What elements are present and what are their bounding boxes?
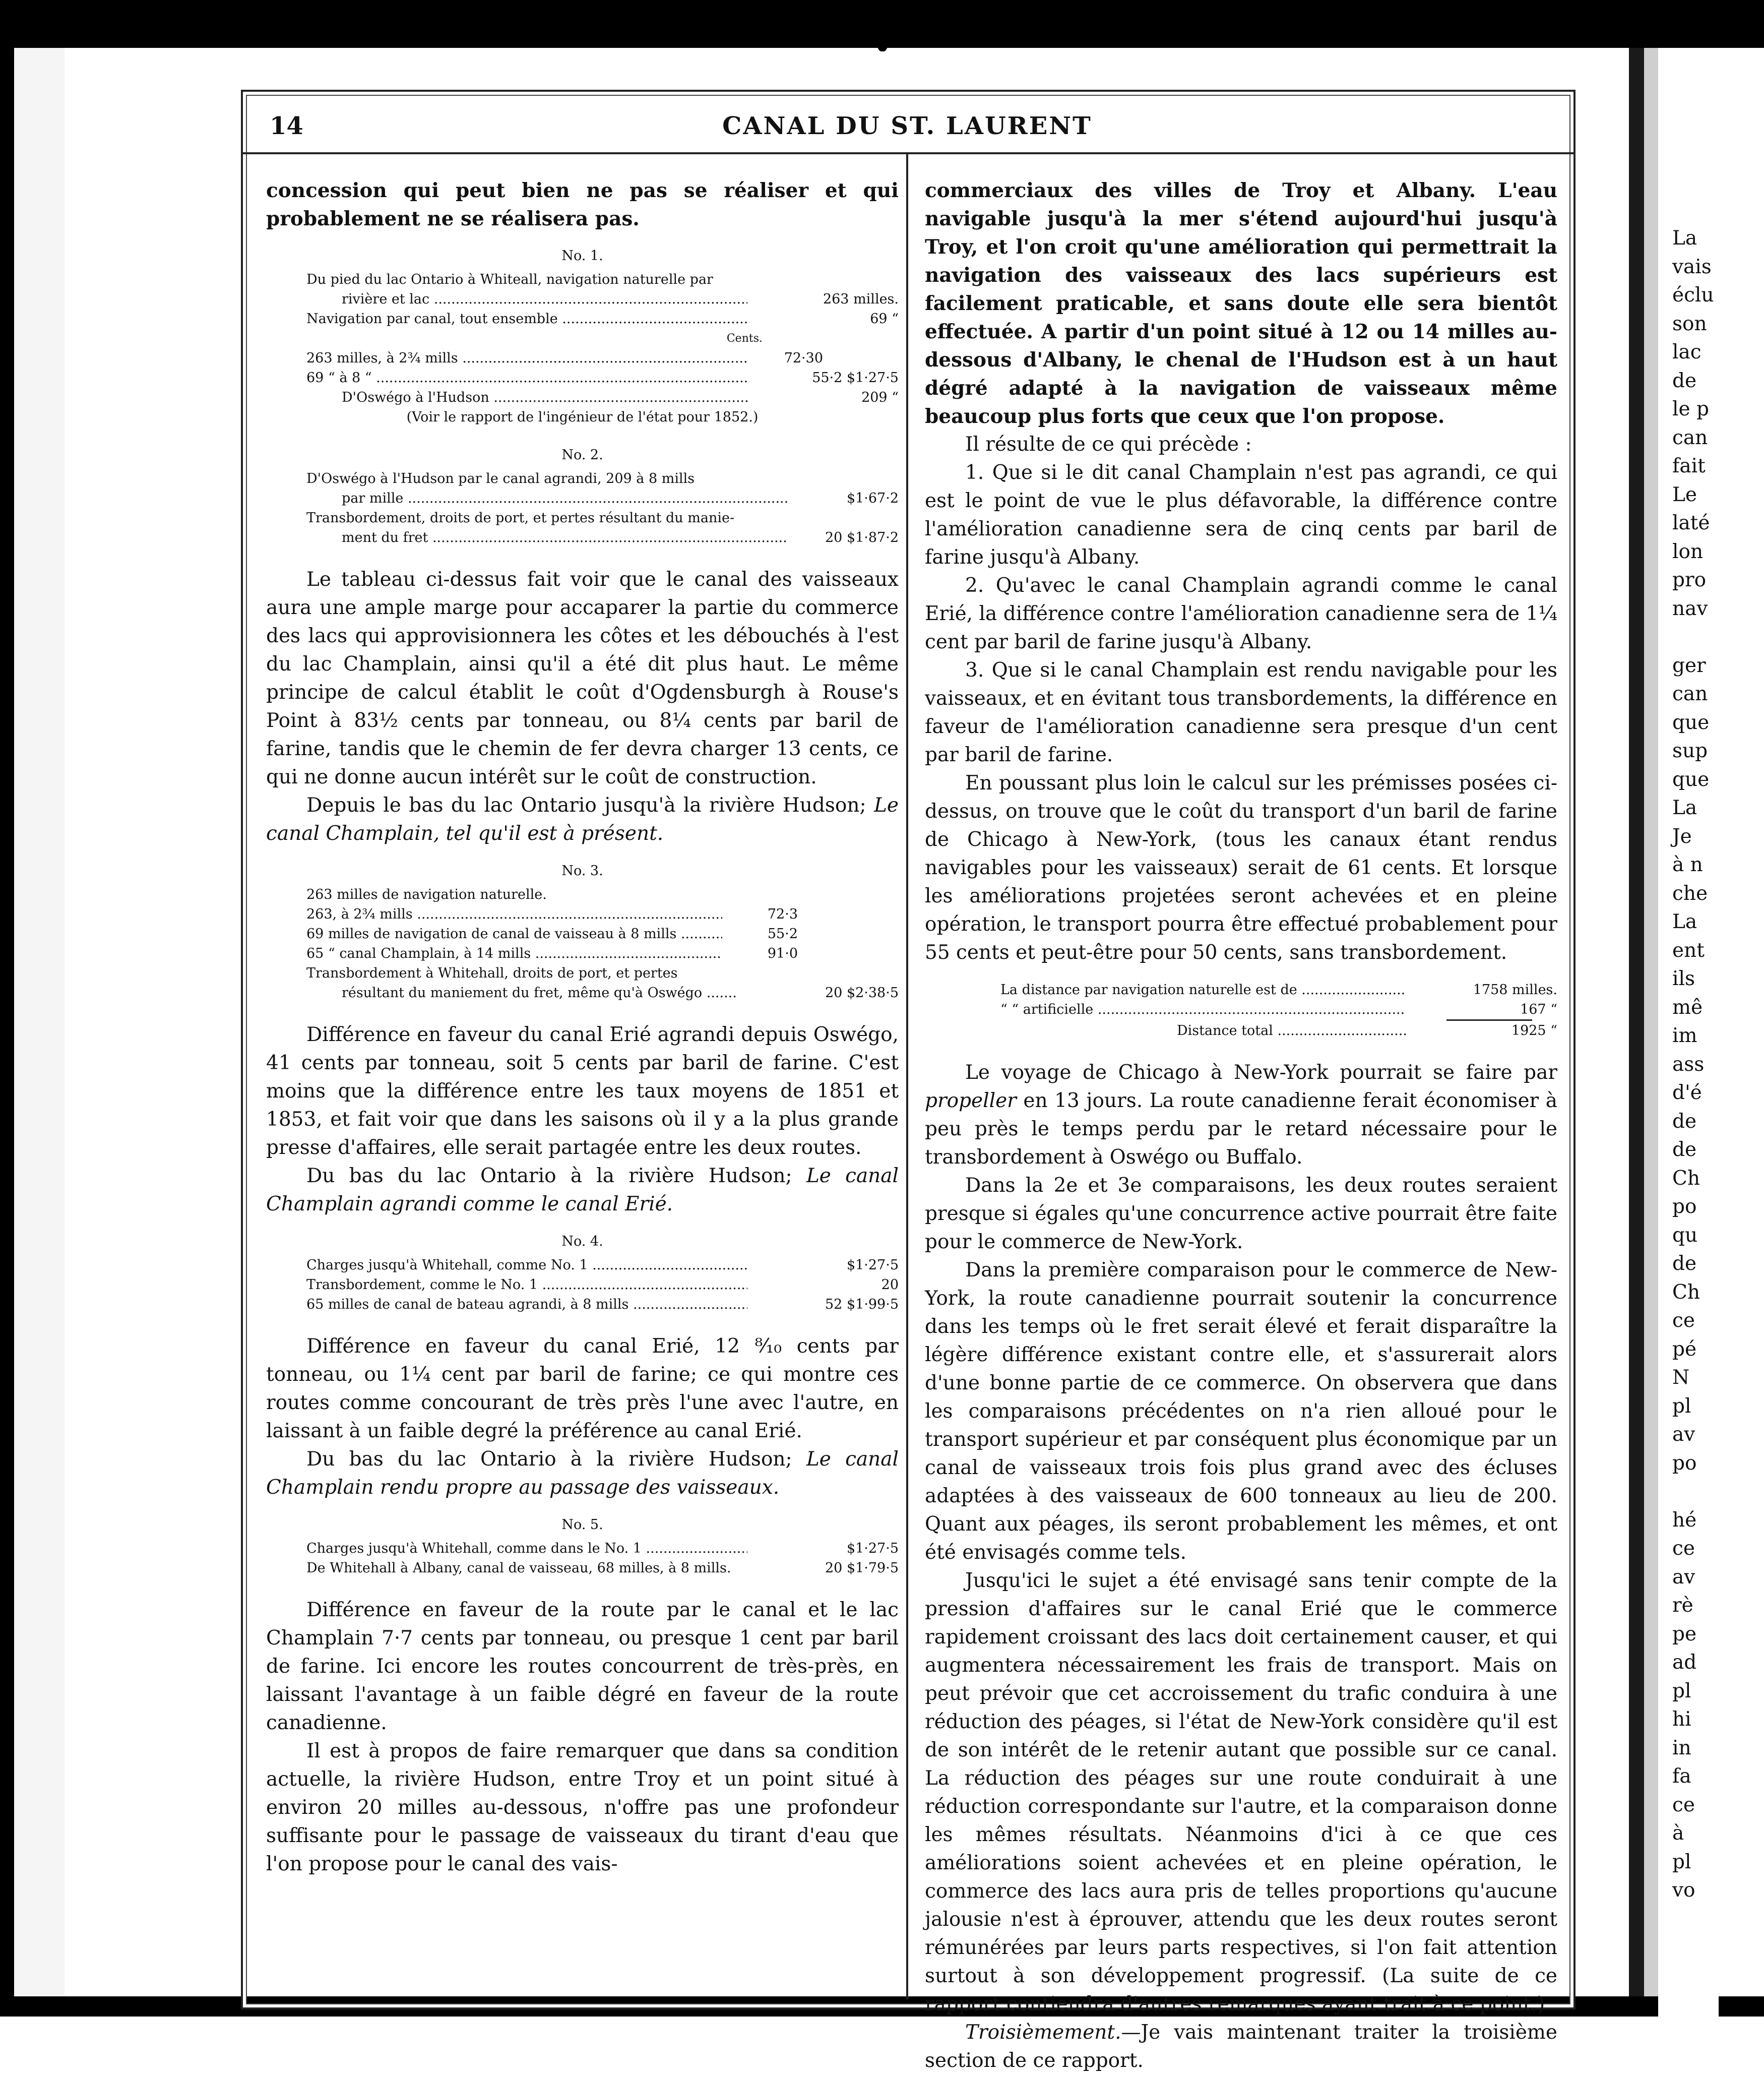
table-row: Transbordement à Whitehall, droits de port, et pertes [306, 965, 678, 981]
fragment-line: lac [1672, 341, 1702, 363]
fragment-line: Ch [1672, 1167, 1700, 1190]
fragment-line: de [1672, 369, 1697, 392]
fragment-line: La [1672, 227, 1697, 250]
fragment-line: vo [1672, 1879, 1695, 1902]
paragraph: Le voyage de Chicago à New-York pourrait se faire par propeller en 13 jours. La route canadienne ferait économiser à peu près le temps perdu par le retard nécessaire pour le transbordement à Oswégo ou Buffalo. [925, 1061, 1557, 1169]
fragment-line: pe [1672, 1622, 1697, 1645]
fragment-line: vais [1672, 255, 1712, 278]
table-row: De Whitehall à Albany, canal de vaisseau, 68 milles, à 8 mills. 20 $1·79·5 [306, 1560, 899, 1576]
page-gutter [1629, 48, 1644, 2017]
fragment-line: Je [1672, 825, 1692, 848]
fragment-line: hi [1672, 1708, 1691, 1731]
paragraph: Différence en faveur de la route par le canal et le lac Champlain 7·7 cents par tonneau, ou presque 1 cent par baril de farine. Ici encore les routes concourrent de très-près, en laissant l'avantage à un faible dégré en faveur de la route canadienne. [266, 1599, 899, 1734]
fragment-line: rè [1672, 1594, 1693, 1617]
paragraph: Troisièmement.—Je vais maintenant traiter la troisième section de ce rapport. [925, 2021, 1557, 2072]
running-title: CANAL DU ST. LAURENT [722, 112, 1092, 140]
fragment-line: av [1672, 1423, 1695, 1446]
table-row: D'Oswégo à l'Hudson par le canal agrandi, 209 à 8 mills [306, 471, 695, 486]
fragment-line: mê [1672, 996, 1703, 1019]
fragment-line: ad [1672, 1651, 1697, 1674]
fragment-line: che [1672, 882, 1708, 905]
paragraph: concession qui peut bien ne pas se réaliser et qui probablement ne se réalisera pas. [266, 179, 899, 230]
paragraph: Du bas du lac Ontario à la rivière Hudson; Le canal Champlain agrandi comme le canal Erié. [266, 1165, 899, 1215]
table-row: 263, à 2¾ mills ..... 72·3 [266, 904, 899, 924]
fragment-line: fait [1672, 455, 1706, 477]
fragment-line: pl [1672, 1394, 1691, 1418]
table-title: No. 1. [561, 248, 603, 264]
fragment-line: La [1672, 797, 1697, 819]
paragraph: 1. Que si le dit canal Champlain n'est pas agrandi, ce qui est le point de vue le plus défavorable, la différence contre l'amélioration canadienne sera de cinq cents par baril de farine jusqu'à Albany. [925, 461, 1557, 569]
paragraph: Jusqu'ici le sujet a été envisagé sans tenir compte de la pression d'affaires sur le canal Erié que le commerce rapidement croissant des lacs doit certainement causer, et qui augmentera nécessairement les frais de transport. Mais on peut prévoir que cet accroissement du trafic conduira à une réduction des péages, si l'état de New-York considère qu'il est de son intérêt de le retenir autant que possible sur ce canal. La réduction des péages sur une route conduirait à une réduction correspondante sur l'autre, et la comparaison donne les mêmes résultats. Néanmoins d'ici à ce que ces améliorations soient achevées et en pleine opération, le commerce des lacs aura pris de telles proportions qu'aucune jalousie n'est à éprouver, attendu que les deux routes seront rémunérées par leurs parts respectives, si l'on fait attention surtout à son développement progressif. (La suite de ce rapport contiendra d'autres remarques ayant trait à ce point.) [925, 1569, 1557, 2016]
fragment-line: ass [1672, 1053, 1705, 1076]
table-row: “ “ artificielle ..... 167 “ [925, 1000, 1557, 1019]
fragment-line: po [1672, 1195, 1697, 1218]
table-row: Transbordement, comme le No. 1 ..... 20 [266, 1275, 899, 1295]
fragment-line: à [1672, 1822, 1684, 1845]
next-page-fragment [1658, 48, 1719, 2017]
paragraph: Différence en faveur du canal Erié, 12 ⁸⁄₁₀ cents par tonneau, ou 1¼ cent par baril de farine; ce qui montre ces routes comme concourant de très près l'une avec l'autre, en laissant à un faible degré la préférence au canal Erié. [266, 1335, 899, 1442]
fragment-line: ce [1672, 1537, 1695, 1560]
fragment-line: ils [1672, 967, 1695, 990]
fragment-line: Le [1672, 483, 1697, 506]
table-title: No. 4. [561, 1234, 603, 1249]
page-number: 14 [270, 112, 303, 140]
table-row: ment du fret ..... 20 $1·87·2 [266, 528, 899, 547]
table-title: No. 3. [561, 863, 603, 879]
fragment-line: laté [1672, 512, 1710, 534]
paragraph: Il est à propos de faire remarquer que dans sa condition actuelle, la rivière Hudson, entre Troy et un point situé à environ 20 milles au-dessous, n'offre pas une profondeur suffisante pour le passage de vaisseaux du tirant d'eau que l'on propose pour le canal des vais- [266, 1740, 899, 1875]
table-row: La distance par navigation naturelle est de ..... 1758 milles. [925, 980, 1557, 1000]
fragment-line: que [1672, 711, 1710, 734]
paragraph: Du bas du lac Ontario à la rivière Hudson; Le canal Champlain rendu propre au passage des vaisseaux. [266, 1448, 899, 1499]
table-row: 65 milles de canal de bateau agrandi, à 8 mills ..... 52 $1·99·5 [266, 1295, 899, 1314]
paragraph: Différence en faveur du canal Erié agrandi depuis Oswégo, 41 cents par tonneau, soit 5 cents par baril de farine. C'est moins que la différence entre les taux moyens de 1851 et 1853, et fait voir que dans les saisons où il y a la plus grande presse d'affaires, elle serait partagée entre les deux routes. [266, 1023, 899, 1159]
table-no-3 [266, 861, 899, 1003]
fragment-line: ent [1672, 939, 1705, 962]
fragment-line: sup [1672, 740, 1708, 762]
paragraph: 3. Que si le canal Champlain est rendu navigable pour les vaisseaux, et en évitant tous transbordements, la différence en faveur de l'amélioration canadienne sera presque d'un cent par baril de farine. [925, 659, 1557, 766]
table-row: 65 “ canal Champlain, à 14 mills ..... 91·0 [266, 944, 899, 963]
fragment-line: pé [1672, 1337, 1697, 1361]
table-row: 69 milles de navigation de canal de vaisseau à 8 mills ..... 55·2 [266, 924, 899, 944]
table-row: résultant du maniement du fret, même qu'à Oswégo ..... 20 $2·38·5 [266, 983, 899, 1003]
fragment-line: à n [1672, 853, 1703, 876]
fragment-line [1672, 623, 1719, 652]
next-page-text [1672, 224, 1719, 1905]
paragraph: commerciaux des villes de Troy et Albany. L'eau navigable jusqu'à la mer s'étend aujourd'hui jusqu'à Troy, et l'on croit qu'une amélioration qui permettrait la navigation des vaisseaux des lacs supérieurs est facilement praticable, et sans doute elle sera bientôt effectuée. A partir d'un point situé à 12 ou 14 milles au-dessous d'Albany, le chenal de l'Hudson est à un haut dégré adapté à la navigation de vaisseaux même beaucoup plus forts que ceux que l'on propose. [925, 179, 1557, 428]
fragment-line: po [1672, 1451, 1697, 1475]
page-gutter-shadow [1644, 48, 1658, 2017]
table-note: (Voir le rapport de l'ingénieur de l'état pour 1852.) [406, 409, 759, 425]
table-no-1 [266, 246, 899, 427]
fragment-line: La [1672, 910, 1697, 933]
paragraph: Il résulte de ce qui précède : [965, 433, 1252, 456]
paragraph: Dans la 2e et 3e comparaisons, les deux routes seraient presque si égales qu'une concurrence active pourrait être faite pour le commerce de New-York. [925, 1174, 1557, 1253]
table-row: rivière et lac ..... 263 milles. [266, 289, 899, 309]
right-column [925, 176, 1557, 2075]
paragraph: 2. Qu'avec le canal Champlain agrandi comme le canal Erié, la différence contre l'amélioration canadienne sera de 1¼ cent par baril de farine jusqu'à Albany. [925, 574, 1557, 653]
table-title: No. 2. [561, 447, 603, 463]
table-no-4 [266, 1232, 899, 1314]
fragment-line: can [1672, 426, 1708, 449]
fragment-line: lon [1672, 540, 1704, 563]
paragraph: Dans la première comparaison pour le commerce de New-York, la route canadienne pourrait soutenir la concurrence dans les temps où le fret serait élevé et ferait disparaître la légère différence existant contre elle, et s'assurerait alors d'une bonne partie de ce commerce. On observera que dans les comparaisons précédentes on n'a rien alloué pour le transport supérieur et par conséquent plus économique par un canal de vaisseaux trois fois plus grand avec des écluses adaptées à des vaisseaux de 600 tonneaux au lieu de 200. Quant aux péages, ils seront probablement les mêmes, et ont été envisagés comme tels. [925, 1259, 1557, 1564]
table-no-5 [266, 1515, 899, 1578]
paragraph: Le tableau ci-dessus fait voir que le canal des vaisseaux aura une ample marge pour accaparer la partie du commerce des lacs qui approvisionnera les côtes et les débouchés à l'est du lac Champlain, ainsi qu'il a été dit plus haut. Le même principe de calcul établit le coût d'Ogdensburgh à Rouse's Point à 83½ cents par tonneau, ou 8¼ cents par baril de farine, tandis que le chemin de fer devra charger 13 cents, ce qui ne donne aucun intérêt sur le coût de construction. [266, 568, 899, 788]
column-header: Cents. [726, 332, 763, 345]
fragment-line: nav [1672, 597, 1708, 620]
fragment-line: le p [1672, 398, 1709, 420]
fragment-line: de [1672, 1138, 1697, 1161]
table-row: Du pied du lac Ontario à Whiteall, navigation naturelle par [306, 272, 713, 287]
table-row: Charges jusqu'à Whitehall, comme No. 1 ..... $1·27·5 [266, 1255, 899, 1275]
paragraph: En poussant plus loin le calcul sur les prémisses posées ci-dessus, on trouve que le coût du transport d'un baril de farine de Chicago à New-York, (tous les canaux étant rendus navigables pour les vaisseaux) serait de 61 cents. Et lorsque les améliorations projetées seront achevées et en pleine opération, le transport pourra être effectué probablement pour 55 cents et peut-être pour 50 cents, sans transbordement. [925, 772, 1557, 964]
table-row: Distance total ..... 1925 “ [925, 1021, 1557, 1041]
fragment-line: qu [1672, 1224, 1698, 1247]
fragment-line: av [1672, 1565, 1695, 1589]
fragment-line: que [1672, 768, 1710, 791]
fragment-line: d'é [1672, 1081, 1702, 1104]
fragment-line: in [1672, 1736, 1691, 1759]
table-row: Charges jusqu'à Whitehall, comme dans le No. 1 ..... $1·27·5 [266, 1539, 899, 1558]
fragment-line: ce [1672, 1793, 1695, 1816]
table-title: No. 5. [561, 1517, 603, 1533]
table-row: 263 milles, à 2¾ mills ..... 72·30 [266, 348, 899, 368]
ink-speck [877, 29, 888, 51]
fragment-line: pl [1672, 1679, 1691, 1702]
table-row: 69 “ à 8 “ ..... 55·2 $1·27·5 [266, 368, 899, 388]
table-no-2 [266, 445, 899, 547]
fragment-line: de [1672, 1252, 1697, 1275]
table-row: D'Oswégo à l'Hudson ..... 209 “ [266, 388, 899, 407]
fragment-line: Ch [1672, 1280, 1700, 1304]
header-rule [241, 152, 1576, 154]
fragment-line: ger [1672, 654, 1706, 677]
fragment-line: N [1672, 1366, 1690, 1389]
table-row: 263 milles de navigation naturelle. [306, 887, 547, 902]
table-row: Navigation par canal, tout ensemble ..... 69 “ [266, 309, 899, 329]
fragment-line: pl [1672, 1850, 1691, 1873]
scan-left-margin [14, 48, 65, 2017]
fragment-line: fa [1672, 1765, 1691, 1788]
table-row: par mille ..... $1·67·2 [266, 489, 899, 508]
distance-table [925, 980, 1557, 1041]
left-column [266, 176, 899, 1878]
fragment-line: ce [1672, 1309, 1695, 1332]
fragment-line: can [1672, 683, 1708, 705]
column-rule [906, 154, 908, 1999]
scan-left-border [0, 48, 14, 2017]
fragment-line: im [1672, 1024, 1697, 1047]
fragment-line: éclu [1672, 284, 1714, 307]
fragment-line: hé [1672, 1508, 1697, 1532]
fragment-line: son [1672, 312, 1707, 335]
fragment-line: pro [1672, 569, 1707, 591]
paragraph: Depuis le bas du lac Ontario jusqu'à la rivière Hudson; Le canal Champlain, tel qu'il est à présent. [266, 794, 899, 845]
fragment-line [1672, 1478, 1719, 1506]
table-row: Transbordement, droits de port, et pertes résultant du manie- [306, 510, 735, 526]
fragment-line: de [1672, 1110, 1697, 1133]
